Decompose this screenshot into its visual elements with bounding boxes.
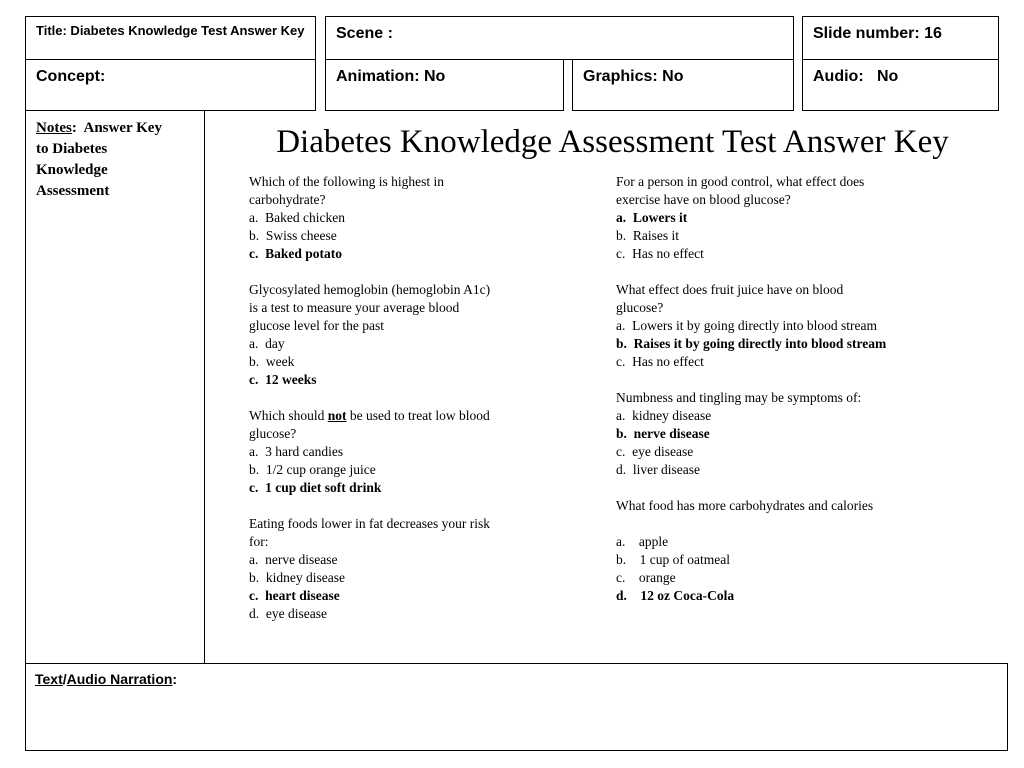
notes-panel	[25, 110, 205, 666]
left-question-emphasis: not	[327, 408, 347, 423]
audio-cell	[802, 59, 999, 111]
scene-cell	[325, 16, 794, 60]
right-question-line: What effect does fruit juice have on blood	[616, 282, 844, 297]
slide-title-label: Title: Diabetes Knowledge Test Answer Key	[36, 23, 305, 38]
left-question-line: b. 1/2 cup orange juice	[249, 462, 376, 477]
slide-number-label: Slide number: 16	[813, 25, 942, 42]
graphics-cell	[572, 59, 794, 111]
left-question-line: glucose level for the past	[249, 318, 384, 333]
right-question-line	[616, 371, 1011, 389]
right-question-line: c. Has no effect	[616, 354, 704, 369]
slide-main-title: Diabetes Knowledge Assessment Test Answer Key	[276, 124, 949, 160]
animation-cell	[325, 59, 564, 111]
left-question-line-part: Which should	[249, 408, 328, 423]
narration-label-text: Text	[35, 671, 63, 687]
left-question-line: a. nerve disease	[249, 552, 338, 567]
right-question-line: a. Lowers it by going directly into blood stream	[616, 318, 877, 333]
audio-label: Audio: No	[813, 68, 899, 85]
right-question-line: a. Lowers it	[616, 210, 688, 225]
right-question-line: c. orange	[616, 570, 676, 585]
title-cell	[25, 16, 316, 60]
left-question-line: d. eye disease	[249, 606, 327, 621]
right-question-line: For a person in good control, what effect does	[616, 174, 865, 189]
notes-line-3: Knowledge	[36, 162, 108, 178]
notes-line-1: : Answer Key	[71, 120, 162, 136]
left-question-line: Which of the following is highest in	[249, 174, 444, 189]
right-question-line: glucose?	[616, 300, 664, 315]
right-question-line: d. liver disease	[616, 462, 700, 477]
concept-cell	[25, 59, 316, 111]
notes-line-2: to Diabetes	[36, 141, 108, 157]
graphics-label: Graphics: No	[583, 68, 684, 85]
left-question-line: for:	[249, 534, 269, 549]
right-question-column	[616, 173, 1011, 605]
scene-label: Scene :	[336, 25, 393, 42]
left-question-line	[249, 263, 599, 281]
left-question-line: carbohydrate?	[249, 192, 326, 207]
left-question-line: a. 3 hard candies	[249, 444, 344, 459]
left-question-line: glucose?	[249, 426, 297, 441]
narration-label-audio: Audio Narration	[66, 671, 173, 687]
left-question-line	[249, 407, 599, 425]
animation-label: Animation: No	[336, 68, 446, 85]
narration-label-colon: :	[172, 671, 178, 687]
right-question-line: b. nerve disease	[616, 426, 710, 441]
narration-label-separator: /	[62, 671, 67, 687]
left-question-line	[249, 389, 599, 407]
left-question-line: c. 12 weeks	[249, 372, 317, 387]
left-question-line: b. week	[249, 354, 295, 369]
slide-number-cell	[802, 16, 999, 60]
right-question-line: b. Raises it	[616, 228, 679, 243]
right-question-line: What food has more carbohydrates and calories	[616, 498, 874, 513]
left-question-line: c. Baked potato	[249, 246, 343, 261]
left-question-line: b. kidney disease	[249, 570, 345, 585]
left-question-line: c. 1 cup diet soft drink	[249, 480, 382, 495]
right-question-line	[616, 515, 1011, 533]
right-question-line: c. Has no effect	[616, 246, 704, 261]
left-question-line: b. Swiss cheese	[249, 228, 337, 243]
concept-label: Concept:	[36, 68, 106, 85]
right-question-line: b. Raises it by going directly into blood stream	[616, 336, 887, 351]
right-question-line: exercise have on blood glucose?	[616, 192, 791, 207]
left-question-line	[249, 497, 599, 515]
right-question-line: b. 1 cup of oatmeal	[616, 552, 730, 567]
narration-label	[35, 671, 998, 687]
right-question-line: d. 12 oz Coca-Cola	[616, 588, 735, 603]
left-question-line-part: be used to treat low blood	[346, 408, 490, 423]
narration-panel	[25, 663, 1008, 751]
left-question-line: c. heart disease	[249, 588, 340, 603]
right-question-line: c. eye disease	[616, 444, 694, 459]
right-question-line	[616, 479, 1011, 497]
left-question-line: Eating foods lower in fat decreases your risk	[249, 516, 491, 531]
right-question-line: Numbness and tingling may be symptoms of:	[616, 390, 862, 405]
left-question-line: is a test to measure your average blood	[249, 300, 460, 315]
left-question-column	[249, 173, 599, 623]
left-question-line: a. day	[249, 336, 285, 351]
right-question-line: a. apple	[616, 534, 669, 549]
left-question-line: a. Baked chicken	[249, 210, 345, 225]
right-question-line: a. kidney disease	[616, 408, 712, 423]
notes-line-4: Assessment	[36, 183, 110, 199]
notes-text	[36, 118, 194, 202]
left-question-line: Glycosylated hemoglobin (hemoglobin A1c)	[249, 282, 491, 297]
right-question-line	[616, 263, 1011, 281]
notes-label: Notes	[36, 120, 72, 136]
